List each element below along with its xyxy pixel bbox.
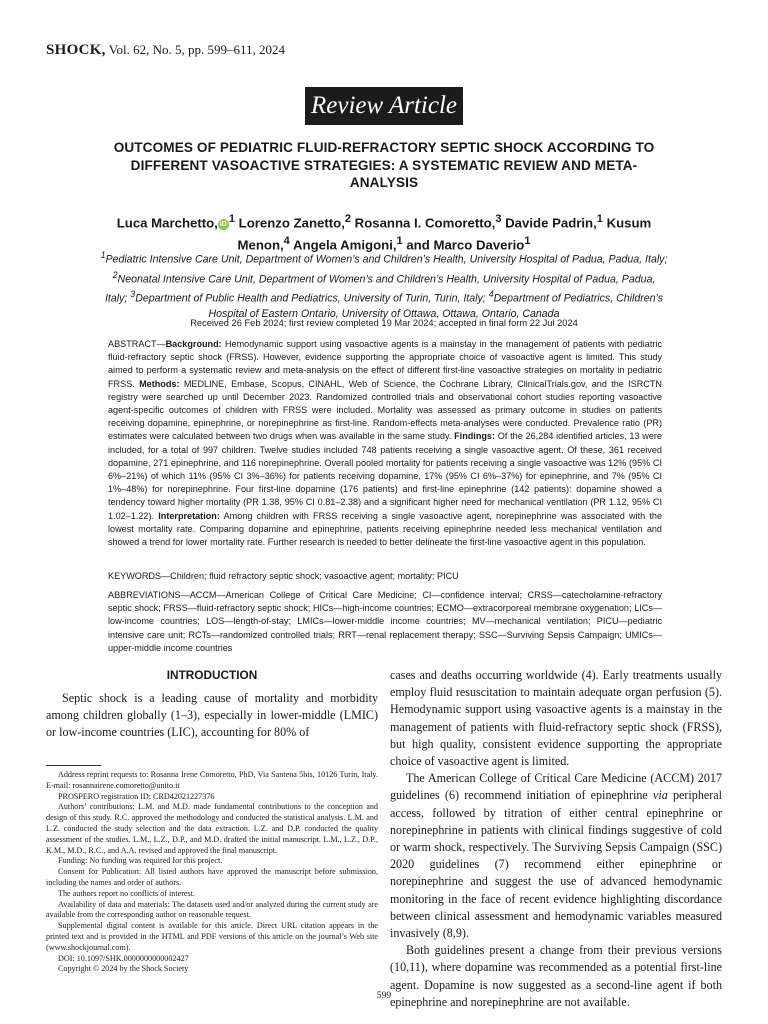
footnote-data-availability: Availability of data and materials: The datasets used and/or analyzed during the current study are available from the corresponding author on reasonable request. — [46, 899, 378, 920]
author-affiliation-mark: 1 — [228, 213, 235, 225]
abstract-background-label: Background: — [165, 339, 222, 349]
author-affiliation-mark: 2 — [344, 213, 351, 225]
abstract-methods-label: Methods: — [139, 378, 180, 389]
body-paragraph: Septic shock is a leading cause of mortality and morbidity among children globally (1–3), especially in lower-middle (LMIC) or low-income countries (LIC), accounting for 80% of — [46, 691, 378, 740]
affiliation-mark: 4 — [488, 289, 494, 300]
author-name: Luca Marchetto, — [116, 215, 218, 231]
page-number: 599 — [376, 991, 392, 1001]
body-column-left — [46, 690, 378, 742]
body-text: peripheral access, followed by titration of either central epinephrine or norepinephrine in patients with clinical findings suggestive of cold or warm shock, respectively. The Surviving Sepsis Campaign (SSC) 2020 guidelines (7) recommend either epinephrine or norepinephrine and suggest the use of advanced hemodynamic monitoring in the face of recent evidence highlighting discordance between clinical assessment and hemodynamic variables measured invasively (8,9). — [390, 788, 722, 941]
author-name: Kusum Menon, — [237, 215, 652, 253]
body-text-italic: via — [652, 788, 668, 803]
abbreviations: ABBREVIATIONS—ACCM—American College of Critical Care Medicine; CI—confidence interval; CRSS—catecholamine-refractory septic shock; FRSS—fluid-refractory septic shock; HICs—high-income countries; ECMO—extracorporeal membrane oxygenation; LICs—low-income countries; LOS—length-of-stay; LMICs—lower-middle income countries; MV—mechanical ventilation; PICU—pediatric intensive care unit; RCTs—randomized controlled trials; RRT—renal replacement therapy; SSC—Surviving Sepsis Campaign; UMICs—upper-middle income countries — [108, 590, 662, 653]
body-text: The American College of Critical Care Medicine (ACCM) 2017 guidelines (6) recommend initiation of epinephrine — [390, 771, 722, 803]
footnote-doi: DOI: 10.1097/SHK.0000000000002427 — [58, 953, 189, 963]
body-paragraph: Both guidelines present a change from their previous versions (10,11), where dopamine was recommended as a potential first-line agent. Dopamine is now suggested as a second-line agent if both epinephrine and norepinephrine are not available. — [390, 943, 722, 1009]
affiliations — [100, 248, 668, 322]
article-type-banner: Review Article — [305, 87, 463, 125]
journal-volume-info: Vol. 62, No. 5, pp. 599–611, 2024 — [108, 42, 285, 57]
body-paragraph — [390, 770, 722, 942]
footnote-registration: PROSPERO registration ID: CRD42021227376 — [58, 791, 215, 801]
author-affiliation-mark: 1 — [524, 235, 531, 248]
footnote-consent: Consent for Publication: All listed authors have approved the manuscript before submission, including the names and order of authors. — [46, 867, 378, 887]
author-affiliation-mark: 4 — [283, 235, 290, 248]
abstract — [108, 338, 662, 549]
footnote-contributions: Authors’ contributions: L.M. and M.D. made fundamental contributions to the conception and design of this study. R.C. approved the methodology and conducted the statistical analysis. L.M. and L.Z. conducted the study selection and the data extraction. L.Z. and D.P. conducted the quality assessment of the studies. L.M., L.Z., D.P., and M.D. drafted the initial manuscript. L.M., L.Z., D.P., K.M., M.D., R.C., and A.A. revised and approved the final manuscript. — [46, 802, 378, 855]
abstract-interpretation: Among children with FRSS receiving a single vasoactive agent, norepinephrine was associated with the lowest mortality rate. Comparing dopamine and epinephrine, patients receiving epinephrine needed less mechanical ventilation and showed a trend for lower mortality rate. Further research is needed to better delineate the first-line vasoactive agent in this population. — [108, 510, 662, 548]
author-name: Lorenzo Zanetto, — [238, 215, 345, 231]
author-affiliation-mark: 1 — [596, 213, 603, 225]
body-column-right — [390, 667, 722, 1011]
affiliation-text: Pediatric Intensive Care Unit, Department of Women’s and Children’s Health, University Hospital of Padua, Padua, Italy; — [105, 253, 668, 266]
footnote-funding: Funding: No funding was required for this project. — [58, 856, 223, 866]
affiliation-mark: 3 — [130, 289, 136, 300]
abstract-findings: Of the 26,284 identified articles, 13 were included, for a total of 997 children. Twelve studies included 748 patients receiving a single vasoactive agent. Of these, 361 received dopamine, 271 epinephrine, and 116 norepinephrine. Overall pooled mortality for patients receiving a single vasoactive was 12% (95% CI 6%–21%) of which 11% (95% CI 3%–36%) for patients receiving dopamine, 17% (95% CI 6%–37%) for epinephrine, and 7% (95% CI 1%–48%) for norepinephrine. Four first-line dopamine (176 patients) and first-line epinephrine (142 patients): dopamine showed a tendency toward higher mortality (PR 1.38, 95% CI 0.81–2.38) and a significant higher need for mechanical ventilation (PR 1.12, 95% CI 1.02–1.22). — [108, 431, 662, 521]
footnotes — [46, 770, 378, 975]
affiliation-mark: 1 — [100, 250, 106, 260]
journal-name: SHOCK, — [46, 42, 106, 58]
author-affiliation-mark: 3 — [495, 213, 502, 225]
affiliation-text: Department of Pediatrics, Children’s Hospital of Eastern Ontario, University of Ottawa, Ottawa, Ontario, Canada — [208, 293, 664, 321]
abstract-interpretation-label: Interpretation: — [158, 510, 220, 521]
journal-citation — [46, 42, 285, 59]
affiliation-text: Neonatal Intensive Care Unit, Department of Women’s and Children’s Health, University Hospital of Padua, Padua, Italy; — [104, 273, 656, 305]
abstract-background: Hemodynamic support using vasoactive agents is a mainstay in the management of patients with pediatric fluid-refractory septic shock (FRSS). However, evidence supporting the appropriate choice of vasoactive agent is limited. This study aimed to perform a systematic review and meta-analysis on the effect of different first-line vasoactive strategies on mortality in pediatric FRSS. — [108, 339, 662, 389]
author-affiliation-mark: 1 — [396, 235, 403, 248]
article-title: OUTCOMES OF PEDIATRIC FLUID-REFRACTORY SEPTIC SHOCK ACCORDING TO DIFFERENT VASOACTIVE STRATEGIES: A SYSTEMATIC REVIEW AND META-ANALYSIS — [113, 140, 655, 190]
received-dates: Received 26 Feb 2024; first review completed 19 Mar 2024; accepted in final form 22 Jul 2024 — [190, 318, 578, 328]
footnote-address: Address reprint requests to: Rosanna Irene Comoretto, PhD, Via Santena 5bis, 10126 Turin, Italy. E-mail: rosannairene.comoretto@unito.it — [46, 770, 378, 790]
footnote-copyright: Copyright © 2024 by the Shock Society — [58, 964, 189, 974]
section-heading-introduction: INTRODUCTION — [166, 668, 258, 682]
abstract-methods: MEDLINE, Embase, Scopus, CINAHL, Web of Science, the Cochrane Library, ClinicalTrials.gov, and the ISRCTN registry were searched up until December 2023. Randomized controlled trials and observational cohort studies reporting vasoactive agent-specific outcomes of children with FRSS were included. Mortality was assessed as primary outcome in studies on patients receiving dopamine, epinephrine, or norepinephrine as first-line. Random-effects meta-analyses were conducted. Prevalence ratio (PR) estimates were calculated between two drugs when was available in the same study. — [108, 378, 662, 442]
author-name: Marco Daverio — [433, 237, 525, 253]
body-paragraph: cases and deaths occurring worldwide (4). Early treatments usually employ fluid resuscitation to maintain adequate organ perfusion (5). Hemodynamic support using vasoactive agents is a mainstay in the management of patients with fluid-refractory septic shock (FRSS), but high quality, consistent evidence supporting the appropriate choice of vasoactive agent is limited. — [390, 668, 722, 769]
footnote-supplemental: Supplemental digital content is available for this article. Direct URL citation appears in the printed text and is provided in the HTML and PDF versions of this article on the journal’s Web site (www.shockjournal.com). — [46, 921, 378, 952]
abstract-findings-label: Findings: — [454, 431, 496, 442]
orcid-icon[interactable]: iD — [219, 221, 227, 229]
author-name: Rosanna I. Comoretto, — [354, 215, 496, 231]
author-name: Angela Amigoni, — [292, 237, 397, 253]
footnote-conflicts: The authors report no conflicts of interest. — [58, 888, 195, 898]
author-name: Davide Padrin, — [505, 215, 597, 231]
affiliation-mark: 2 — [112, 269, 118, 280]
affiliation-text: Department of Public Health and Pediatrics, University of Turin, Turin, Italy; — [135, 293, 486, 305]
footnote-divider — [46, 765, 101, 766]
keywords: KEYWORDS—Children; fluid refractory septic shock; vasoactive agent; mortality; PICU — [108, 571, 459, 581]
abstract-lead: ABSTRACT— — [108, 339, 166, 349]
author-conjunction: and — [406, 237, 430, 253]
